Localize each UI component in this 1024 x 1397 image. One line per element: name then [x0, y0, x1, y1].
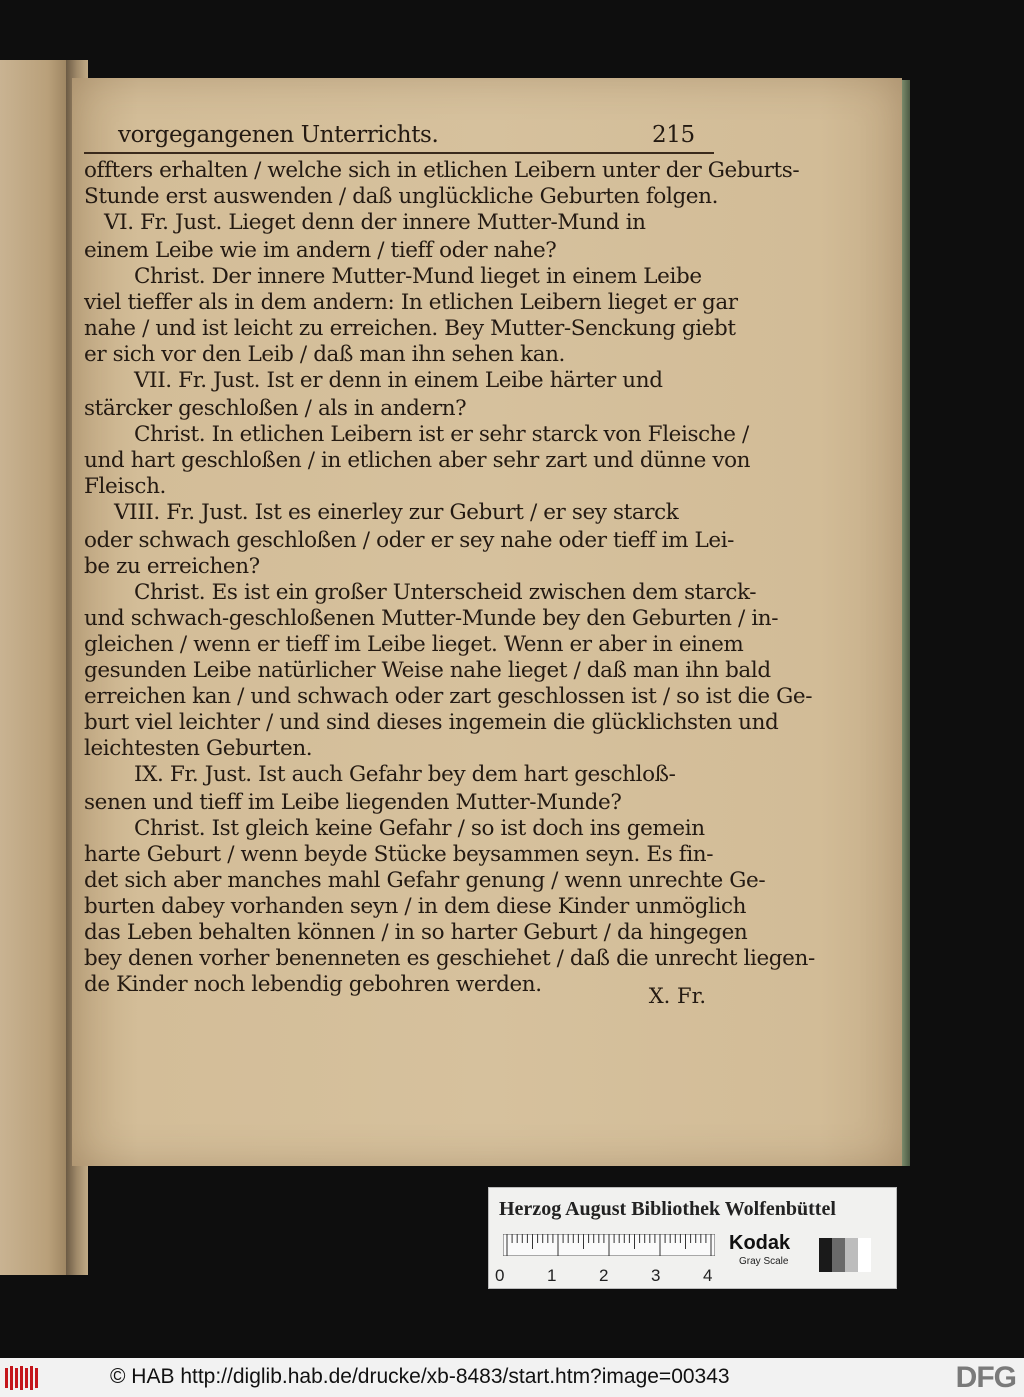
text-line: er sich vor den Leib / daß man ihn sehen kan. — [84, 342, 565, 367]
text-line: VII. Fr. Just. Ist er denn in einem Leibe härter und — [134, 368, 663, 393]
text-line: Fleisch. — [84, 474, 166, 499]
text-line: leichtesten Geburten. — [84, 736, 313, 761]
ruler-number: 0 — [495, 1266, 505, 1285]
text-line: nahe / und ist leicht zu erreichen. Bey Mutter-Senckung giebt — [84, 316, 736, 341]
gray-scale-patches — [819, 1238, 871, 1272]
text-line: gesunden Leibe natürlicher Weise nahe lieget / daß man ihn bald — [84, 658, 771, 683]
gray-patch — [858, 1238, 871, 1272]
ruler-number: 1 — [547, 1266, 557, 1285]
text-line: Christ. In etlichen Leibern ist er sehr starck von Fleische / — [134, 422, 749, 447]
text-line: det sich aber manches mahl Gefahr genung / wenn unrechte Ge- — [84, 868, 766, 893]
text-line: Christ. Der innere Mutter-Mund lieget in einem Leibe — [134, 264, 702, 289]
color-calibration-target — [488, 1187, 897, 1289]
footer-bar — [0, 1358, 1024, 1397]
text-line: harte Geburt / wenn beyde Stücke beysammen seyn. Es fin- — [84, 842, 714, 867]
text-line: erreichen kan / und schwach oder zart geschlossen ist / so ist die Ge- — [84, 684, 813, 709]
text-line: gleichen / wenn er tieff im Leibe lieget. Wenn er aber in einem — [84, 632, 744, 657]
ruler-number: 3 — [651, 1266, 661, 1285]
text-line: viel tieffer als in dem andern: In etlichen Leibern lieget er gar — [84, 290, 738, 315]
text-line: und hart geschloßen / in etlichen aber sehr zart und dünne von — [84, 448, 751, 473]
text-line: Christ. Es ist ein großer Unterscheid zwischen dem starck- — [134, 580, 757, 605]
text-line: einem Leibe wie im andern / tieff oder nahe? — [84, 238, 557, 263]
hab-logo-icon — [4, 1365, 40, 1391]
text-line: be zu erreichen? — [84, 554, 260, 579]
text-line: de Kinder noch lebendig gebohren werden. — [84, 972, 542, 997]
source-link[interactable]: © HAB http://diglib.hab.de/drucke/xb-8483/start.htm?image=00343 — [110, 1365, 730, 1388]
text-line: senen und tieff im Leibe liegenden Mutter-Munde? — [84, 790, 622, 815]
text-line: Christ. Ist gleich keine Gefahr / so ist doch ins gemein — [134, 816, 705, 841]
grayscale-label: Gray Scale — [739, 1256, 789, 1267]
text-line: VIII. Fr. Just. Ist es einerley zur Geburt / er sey starck — [114, 500, 679, 525]
gray-patch — [832, 1238, 845, 1272]
header-rule — [84, 152, 714, 154]
text-line: oder schwach geschloßen / oder er sey nahe oder tieff im Lei- — [84, 528, 735, 553]
library-name: Herzog August Bibliothek Wolfenbüttel — [499, 1198, 836, 1220]
catchword: X. Fr. — [648, 984, 706, 1008]
page-edge — [902, 80, 910, 1166]
book-page — [72, 78, 902, 1166]
gray-patch — [819, 1238, 832, 1272]
kodak-label: Kodak — [729, 1232, 791, 1254]
text-line: burten dabey vorhanden seyn / in dem diese Kinder unmöglich — [84, 894, 747, 919]
ruler-number: 2 — [599, 1266, 609, 1285]
page-number: 215 — [652, 122, 695, 148]
text-line: offters erhalten / welche sich in etlichen Leibern unter der Geburts- — [84, 158, 800, 183]
text-line: Stunde erst auswenden / daß unglückliche Geburten folgen. — [84, 184, 719, 209]
text-line: burt viel leichter / und sind dieses ingemein die glücklichsten und — [84, 710, 779, 735]
text-line: IX. Fr. Just. Ist auch Gefahr bey dem hart geschloß- — [134, 762, 676, 787]
running-head: vorgegangenen Unterrichts. — [118, 122, 439, 148]
text-line: und schwach-geschloßenen Mutter-Munde bey den Geburten / in- — [84, 606, 779, 631]
ruler-scale — [503, 1234, 715, 1256]
text-line: stärcker geschloßen / als in andern? — [84, 396, 467, 421]
text-line: bey denen vorher benenneten es geschiehet / daß die unrecht liegen- — [84, 946, 815, 971]
text-line: das Leben behalten können / in so harter Geburt / da hingegen — [84, 920, 748, 945]
dfg-logo: DFG — [955, 1361, 1016, 1394]
gray-patch — [845, 1238, 858, 1272]
ruler-number: 4 — [703, 1266, 713, 1285]
text-line: VI. Fr. Just. Lieget denn der innere Mutter-Mund in — [104, 210, 646, 235]
